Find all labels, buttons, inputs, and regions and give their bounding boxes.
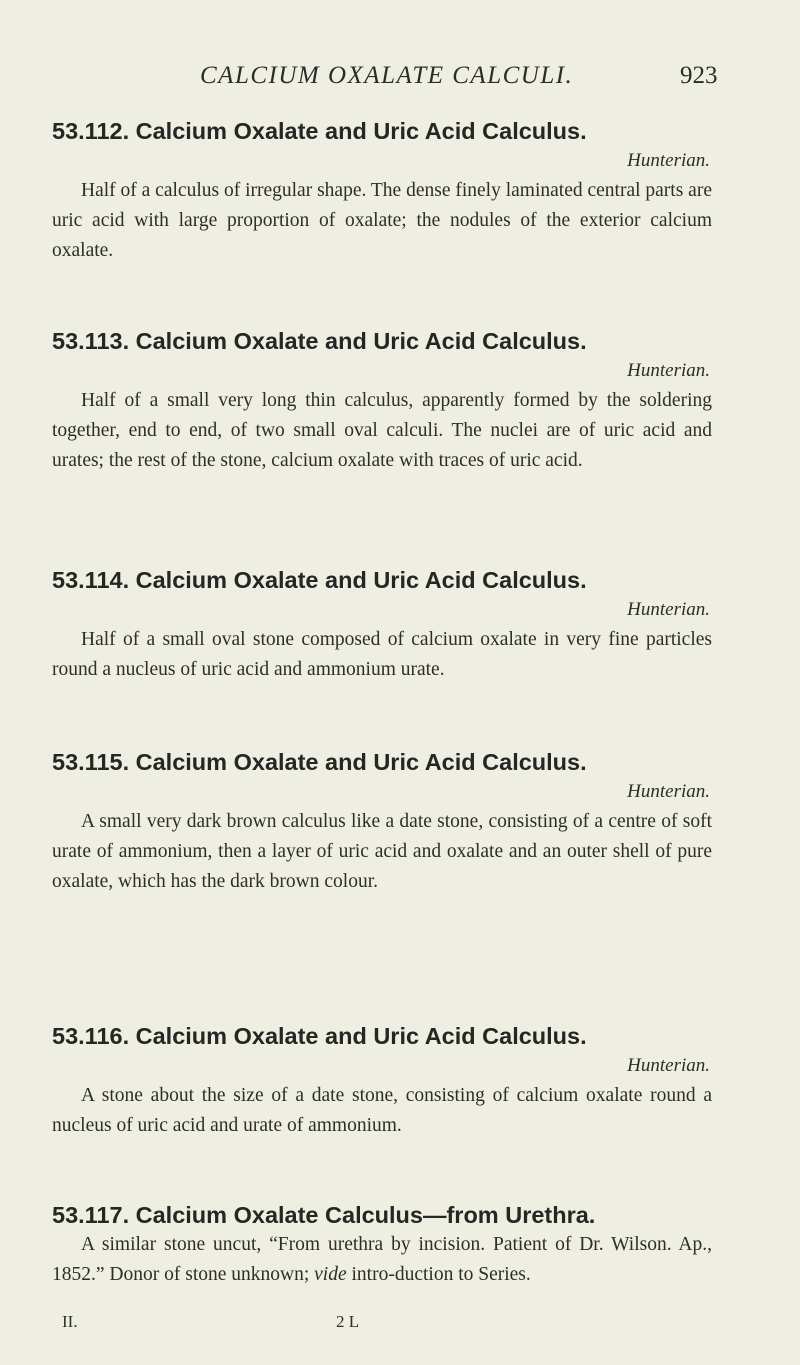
entry-heading [52,747,712,777]
volume-mark: II. [62,1312,78,1331]
catalogue-entry [52,1021,712,1141]
entry-source: Hunterian. [627,599,710,620]
catalogue-entry [52,747,712,897]
entry-series-number: 53. [52,1202,85,1228]
catalogue-entry [52,1200,712,1290]
entry-series-number: 53. [52,328,85,354]
entry-description-text-end: intro-duction to Series. [346,1264,531,1285]
running-title: CALCIUM OXALATE CALCULI. [200,62,574,89]
entry-source: Hunterian. [627,150,710,171]
entry-description: Half of a small oval stone composed of calcium oxalate in very fine particles round a nucleus of uric acid and ammonium urate. [52,629,712,680]
entry-source: Hunterian. [627,1055,710,1076]
catalogue-entry [52,326,712,476]
catalogue-entry [52,565,712,685]
entry-description: A small very dark brown calculus like a date stone, consisting of a centre of soft urate of ammonium, then a layer of uric acid and oxalate and an outer shell of pure oxalate, which has the dark brown colour. [52,811,712,892]
entry-source: Hunterian. [627,360,710,381]
entry-title: 113. Calcium Oxalate and Uric Acid Calculus. [84,328,587,354]
entry-title: 112. Calcium Oxalate and Uric Acid Calculus. [84,118,587,144]
running-head [0,62,800,98]
entry-description: Half of a small very long thin calculus, apparently formed by the soldering together, end to end, of two small oval calculi. The nuclei are of uric acid and urates; the rest of the stone, calcium oxalate with traces of uric acid. [52,390,712,471]
entry-heading [52,1200,712,1230]
entry-description [52,1230,712,1290]
entry-heading [52,565,712,595]
catalogue-entry [52,116,712,266]
vide-reference: vide [314,1264,347,1285]
printer-signature-mark: 2 L [336,1312,360,1331]
entry-description-text: A similar stone uncut, “From urethra by incision. Patient of Dr. Wilson. Ap., 1852.” Donor of stone unknown; [52,1234,712,1285]
entry-description: Half of a calculus of irregular shape. The dense finely laminated central parts are uric acid with large proportion of oxalate; the nodules of the exterior calcium oxalate. [52,180,712,261]
entry-heading [52,326,712,356]
entry-source: Hunterian. [627,781,710,802]
entry-series-number: 53. [52,749,85,775]
page-footer [0,1312,800,1338]
entry-heading [52,1021,712,1051]
entry-series-number: 53. [52,1023,85,1049]
entry-title: 114. Calcium Oxalate and Uric Acid Calculus. [84,567,587,593]
entry-heading [52,116,712,146]
entry-series-number: 53. [52,118,85,144]
entry-title: 117. Calcium Oxalate Calculus—from Urethra. [84,1202,596,1228]
entry-description: A stone about the size of a date stone, consisting of calcium oxalate round a nucleus of uric acid and urate of ammonium. [52,1085,712,1136]
page-number: 923 [680,62,718,89]
entry-series-number: 53. [52,567,85,593]
entry-title: 115. Calcium Oxalate and Uric Acid Calculus. [84,749,587,775]
entry-title: 116. Calcium Oxalate and Uric Acid Calculus. [84,1023,587,1049]
